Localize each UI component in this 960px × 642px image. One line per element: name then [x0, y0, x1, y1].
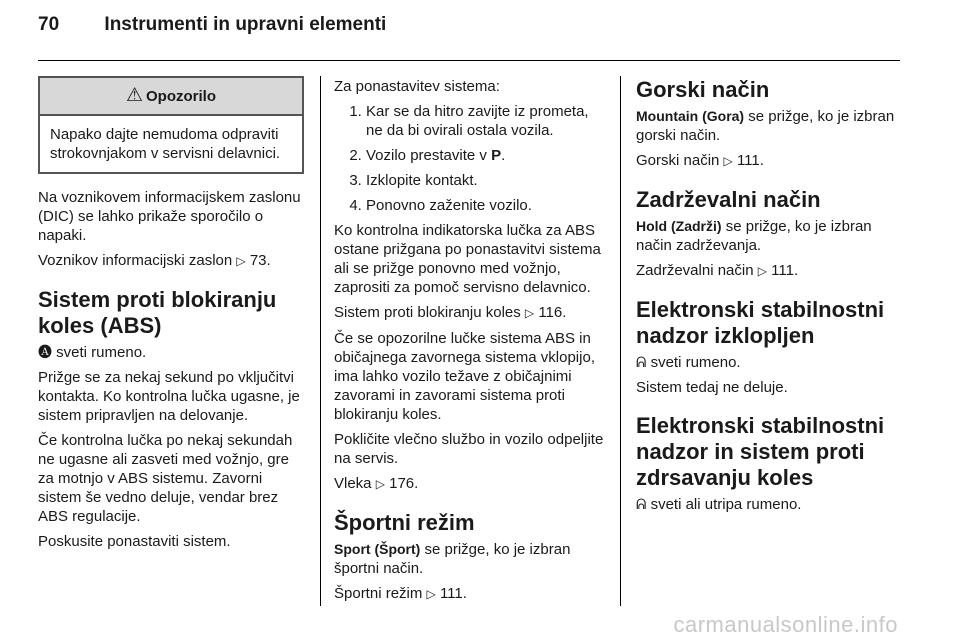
column-1	[38, 76, 308, 557]
abs-service-paragraph: Ko kontrolna indikatorska lučka za ABS ostane prižgana po ponastavitvi sistema ali se prižge ponovno med vožnjo, zaprositi za pomoč servisno delavnico.	[334, 222, 601, 296]
chapter-title: Instrumenti in upravni elementi	[104, 14, 387, 35]
abs-lamp-line: 🅐 sveti rumeno.	[38, 344, 147, 361]
warning-header	[40, 78, 302, 116]
page-reference-arrow-icon: ▷	[236, 254, 246, 268]
hold-heading: Zadrževalni način	[636, 187, 821, 212]
abs-reference: Sistem proti blokiranju koles ▷ 116.	[334, 304, 567, 321]
page-ref[interactable]: 176.	[389, 475, 419, 492]
abs-heading: Sistem proti blokiranju koles (ABS)	[38, 287, 277, 338]
esc-tc-heading: Elektronski stabilnostni nadzor in sistem proti zdrsavanju koles	[636, 413, 885, 490]
abs-paragraph-2: Če kontrolna lučka po nekaj sekundah ne ugasne ali zasveti med vožnjo, gre za motnjo v ABS sistemu. Zavorni sistem še vedno deluje, vendar brez ABS regulacije.	[38, 432, 293, 525]
page-reference-arrow-icon: ▷	[757, 264, 767, 278]
sport-reference: Športni režim ▷ 111.	[334, 585, 467, 602]
column-2	[334, 77, 606, 610]
dic-reference: Voznikov informacijski zaslon ▷ 73.	[38, 252, 271, 269]
tow-reference: Vleka ▷ 176.	[334, 475, 419, 492]
list-item: 4. Ponovno zaženite vozilo.	[366, 196, 606, 215]
page-reference-arrow-icon: ▷	[723, 154, 733, 168]
warning-triangle-icon: ⚠	[125, 85, 144, 106]
tow-paragraph: Pokličite vlečno službo in vozilo odpeljite na servis.	[334, 431, 604, 467]
page-header	[38, 14, 386, 36]
page-ref[interactable]: 111.	[771, 262, 799, 279]
esc-off-heading: Elektronski stabilnostni nadzor izklopljen	[636, 297, 885, 348]
dic-paragraph: Na voznikovem informacijskem zaslonu (DIC) se lahko prikaže sporočilo o napaki.	[38, 189, 301, 244]
page-ref[interactable]: 73.	[249, 252, 271, 269]
watermark: carmanualsonline.info	[673, 612, 898, 637]
esc-off-lamp-icon: ᕱ	[636, 354, 647, 370]
sport-paragraph: Sport (Šport) se prižge, ko je izbran športni način.	[334, 541, 571, 577]
list-item: 3. Izklopite kontakt.	[366, 171, 606, 190]
abs-paragraph-3: Poskusite ponastaviti sistem.	[38, 533, 231, 550]
page-reference-arrow-icon: ▷	[524, 306, 535, 320]
page-ref[interactable]: 111.	[736, 152, 764, 169]
hold-paragraph: Hold (Zadrži) se prižge, ko je izbran način zadrževanja.	[636, 218, 872, 254]
reset-steps	[334, 102, 606, 215]
page-reference-arrow-icon: ▷	[375, 477, 385, 491]
mountain-heading: Gorski način	[636, 77, 770, 102]
page-number: 70	[38, 14, 60, 35]
esc-off-paragraph: Sistem tedaj ne deluje.	[636, 379, 788, 396]
warning-body: Napako dajte nemudoma odpraviti strokovnjakom v servisni delavnici.	[50, 126, 281, 162]
header-rule	[38, 60, 900, 61]
sport-heading: Športni režim	[334, 510, 475, 535]
abs-lamp-icon: 🅐	[38, 344, 52, 360]
esc-off-lamp-line: ᕱ sveti rumeno.	[636, 354, 741, 371]
column-3	[636, 77, 906, 520]
hold-reference: Zadrževalni način ▷ 111.	[636, 262, 799, 279]
esc-tc-lamp-line: ᕱ sveti ali utripa rumeno.	[636, 496, 802, 513]
mountain-reference: Gorski način ▷ 111.	[636, 152, 764, 169]
page-ref[interactable]: 111.	[439, 585, 467, 602]
list-item: 2. Vozilo prestavite v P.	[366, 146, 606, 165]
mountain-paragraph: Mountain (Gora) se prižge, ko je izbran gorski način.	[636, 108, 895, 144]
list-item: 1. Kar se da hitro zavijte iz prometa, ne da bi ovirali ostala vozila.	[366, 102, 606, 140]
abs-paragraph-1: Prižge se za nekaj sekund po vključitvi kontakta. Ko kontrolna lučka ugasne, je sistem pripravljen na delovanje.	[38, 369, 300, 424]
page-reference-arrow-icon: ▷	[426, 587, 436, 601]
page-ref[interactable]: 116.	[538, 304, 567, 321]
column-divider	[320, 76, 321, 606]
column-divider	[620, 76, 621, 606]
warning-box	[38, 76, 304, 174]
warning-title: Opozorilo	[146, 88, 217, 105]
esc-tc-lamp-icon: ᕱ	[636, 496, 647, 512]
reset-intro: Za ponastavitev sistema:	[334, 78, 500, 95]
brake-warning-paragraph: Če se opozorilne lučke sistema ABS in običajnega zavornega sistema vklopijo, ima lahko vozilo težave z običajnimi zavorami in zavorami sistema proti blokiranju koles.	[334, 330, 595, 423]
